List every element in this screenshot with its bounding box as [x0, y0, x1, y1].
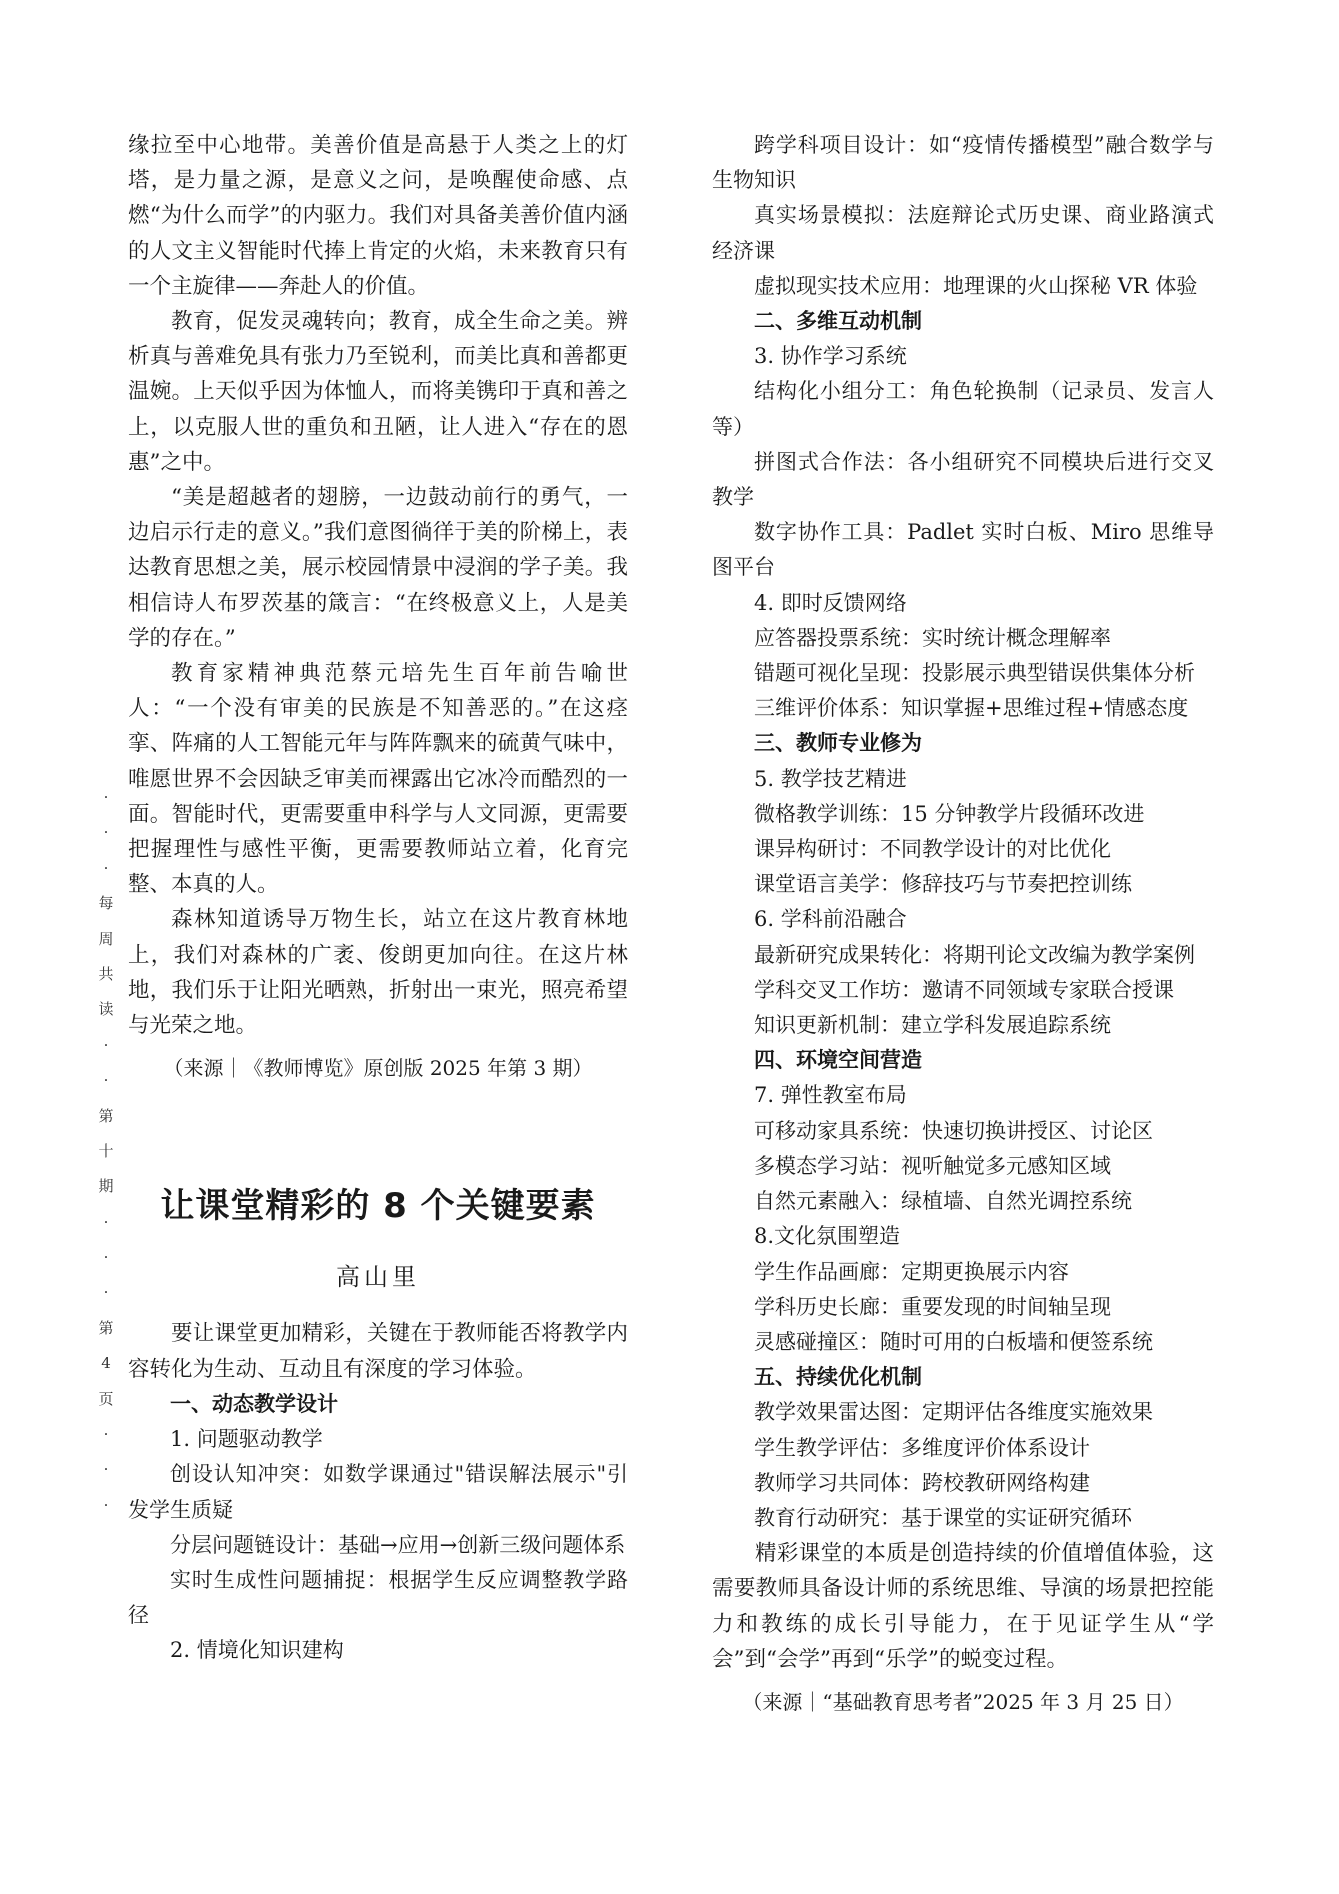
list-item: 真实场景模拟：法庭辩论式历史课、商业路演式经济课 [712, 203, 1214, 263]
list-item: 微格教学训练：15 分钟教学片段循环改进 [754, 801, 1145, 826]
list-item: 课堂语言美学：修辞技巧与节奏把控训练 [754, 872, 1132, 897]
subsection-heading: 8.文化氛围塑造 [754, 1224, 901, 1249]
list-item: 多模态学习站：视听触觉多元感知区域 [754, 1153, 1111, 1178]
sidebar-char: 页 [98, 1389, 114, 1408]
sidebar-char: · [103, 1283, 109, 1302]
list-item: 最新研究成果转化：将期刊论文改编为教学案例 [754, 942, 1195, 967]
sidebar-char: 期 [98, 1177, 114, 1196]
left-column [128, 128, 628, 1669]
list-item: 虚拟现实技术应用：地理课的火山探秘 VR 体验 [754, 273, 1198, 298]
subsection-heading: 3. 协作学习系统 [754, 344, 907, 369]
list-item: 教学效果雷达图：定期评估各维度实施效果 [754, 1400, 1153, 1425]
sidebar-char: · [103, 1460, 109, 1479]
right-column [712, 128, 1214, 1720]
issue-sidebar [94, 780, 118, 1523]
subsection-heading: 2. 情境化知识建构 [170, 1638, 344, 1663]
list-item: 课异构研讨：不同教学设计的对比优化 [754, 837, 1111, 862]
intro-paragraph: 要让课堂更加精彩，关键在于教师能否将教学内容转化为生动、互动且有深度的学习体验。 [128, 1321, 628, 1382]
list-item: 知识更新机制：建立学科发展追踪系统 [754, 1013, 1111, 1038]
section-heading: 三、教师专业修为 [754, 731, 922, 756]
source-note: （来源｜“基础教育思考者”2025 年 3 月 25 日） [742, 1689, 1184, 1714]
sidebar-char: · [103, 1212, 109, 1231]
list-item: 自然元素融入：绿植墙、自然光调控系统 [754, 1189, 1132, 1214]
sidebar-char: · [103, 788, 109, 806]
body-paragraph: 教育，促发灵魂转向；教育，成全生命之美。辨析真与善难免具有张力乃至锐利，而美比真和善都更温婉。上天似乎因为体恤人，而将美镌印于真和善之上，以克服人世的重负和丑陋，让人进入“存在的恩惠”之中。 [128, 309, 628, 475]
list-item: 学生作品画廊：定期更换展示内容 [754, 1259, 1069, 1284]
list-item: 学科交叉工作坊：邀请不同领域专家联合授课 [754, 977, 1174, 1002]
sidebar-char: 十 [98, 1141, 114, 1160]
subsection-heading: 1. 问题驱动教学 [170, 1427, 323, 1452]
subsection-heading: 4. 即时反馈网络 [754, 590, 907, 615]
list-item: 结构化小组分工：角色轮换制（记录员、发言人等） [712, 379, 1214, 439]
body-paragraph: 缘拉至中心地带。美善价值是高悬于人类之上的灯塔，是力量之源，是意义之问，是唤醒使命感、点燃“为什么而学”的内驱力。我们对具备美善价值内涵的人文主义智能时代捧上肯定的火焰，未来教育只有一个主旋律——奔赴人的价值。 [128, 133, 628, 299]
list-item: 创设认知冲突：如数学课通过"错误解法展示"引发学生质疑 [128, 1462, 628, 1522]
list-item: 可移动家具系统：快速切换讲授区、讨论区 [754, 1118, 1153, 1143]
sidebar-char: · [103, 1425, 109, 1444]
sidebar-char: · [103, 1035, 109, 1054]
sidebar-char: · [103, 1495, 109, 1514]
list-item: 教师学习共同体：跨校教研网络构建 [754, 1470, 1090, 1495]
section-heading: 五、持续优化机制 [754, 1365, 922, 1390]
list-item: 实时生成性问题捕捉：根据学生反应调整教学路径 [128, 1567, 628, 1628]
list-item: 错题可视化呈现：投影展示典型错误供集体分析 [754, 661, 1195, 686]
sidebar-char: 每 [98, 894, 114, 913]
section-heading: 二、多维互动机制 [754, 309, 922, 334]
sidebar-char: 第 [98, 1318, 114, 1337]
list-item: 数字协作工具：Padlet 实时白板、Miro 思维导图平台 [712, 520, 1214, 580]
subsection-heading: 7. 弹性教室布局 [754, 1083, 907, 1108]
sidebar-char: 4 [101, 1354, 111, 1373]
source-note: （来源｜《教师博览》原创版 2025 年第 3 期） [163, 1056, 593, 1081]
sidebar-char: 共 [98, 964, 114, 983]
body-paragraph: 教育家精神典范蔡元培先生百年前告喻世人：“一个没有审美的民族是不知善恶的。”在这痉挛、阵痛的人工智能元年与阵阵飘来的硫黄气味中，唯愿世界不会因缺乏审美而裸露出它冰冷而酷烈的一面。智能时代，更需要重申科学与人文同源，更需要把握理性与感性平衡，更需要教师站立着，化育完整、本真的人。 [128, 661, 628, 898]
list-item: 跨学科项目设计：如“疫情传播模型”融合数学与生物知识 [712, 133, 1214, 193]
sidebar-char: · [103, 1071, 109, 1090]
list-item: 分层问题链设计：基础→应用→创新三级问题体系 [170, 1532, 626, 1557]
body-paragraph: “美是超越者的翅膀，一边鼓动前行的勇气，一边启示行走的意义。”我们意图徜徉于美的阶梯上，表达教育思想之美，展示校园情景中浸润的学子美。我相信诗人布罗茨基的箴言：“在终极意义上，人是美学的存在。” [128, 485, 628, 651]
section-heading: 四、环境空间营造 [754, 1048, 922, 1073]
list-item: 教育行动研究：基于课堂的实证研究循环 [754, 1505, 1132, 1530]
article-title: 让课堂精彩的 8 个关键要素 [160, 1186, 596, 1227]
list-item: 应答器投票系统：实时统计概念理解率 [754, 625, 1111, 650]
list-item: 拼图式合作法：各小组研究不同模块后进行交叉教学 [712, 449, 1214, 510]
sidebar-char: 读 [98, 1000, 114, 1019]
sidebar-char: · [103, 1248, 109, 1267]
section-heading: 一、动态教学设计 [170, 1391, 338, 1416]
list-item: 三维评价体系：知识掌握+思维过程+情感态度 [754, 696, 1189, 721]
sidebar-char: 周 [98, 929, 114, 948]
sidebar-char: 第 [98, 1106, 114, 1125]
list-item: 灵感碰撞区：随时可用的白板墙和便签系统 [754, 1329, 1153, 1354]
body-paragraph: 森林知道诱导万物生长，站立在这片教育林地上，我们对森林的广袤、俊朗更加向往。在这片林地，我们乐于让阳光晒熟，折射出一束光，照亮希望与光荣之地。 [128, 907, 628, 1039]
subsection-heading: 5. 教学技艺精进 [754, 766, 907, 791]
list-item: 学科历史长廊：重要发现的时间轴呈现 [754, 1294, 1111, 1319]
sidebar-char: · [103, 858, 109, 877]
list-item: 学生教学评估：多维度评价体系设计 [754, 1435, 1090, 1460]
conclusion-paragraph: 精彩课堂的本质是创造持续的价值增值体验，这需要教师具备设计师的系统思维、导演的场景把控能力和教练的成长引导能力，在于见证学生从“学会”到“会学”再到“乐学”的蜕变过程。 [712, 1541, 1214, 1672]
subsection-heading: 6. 学科前沿融合 [754, 907, 907, 932]
article-author: 高山里 [336, 1263, 420, 1292]
sidebar-char: · [103, 823, 109, 842]
